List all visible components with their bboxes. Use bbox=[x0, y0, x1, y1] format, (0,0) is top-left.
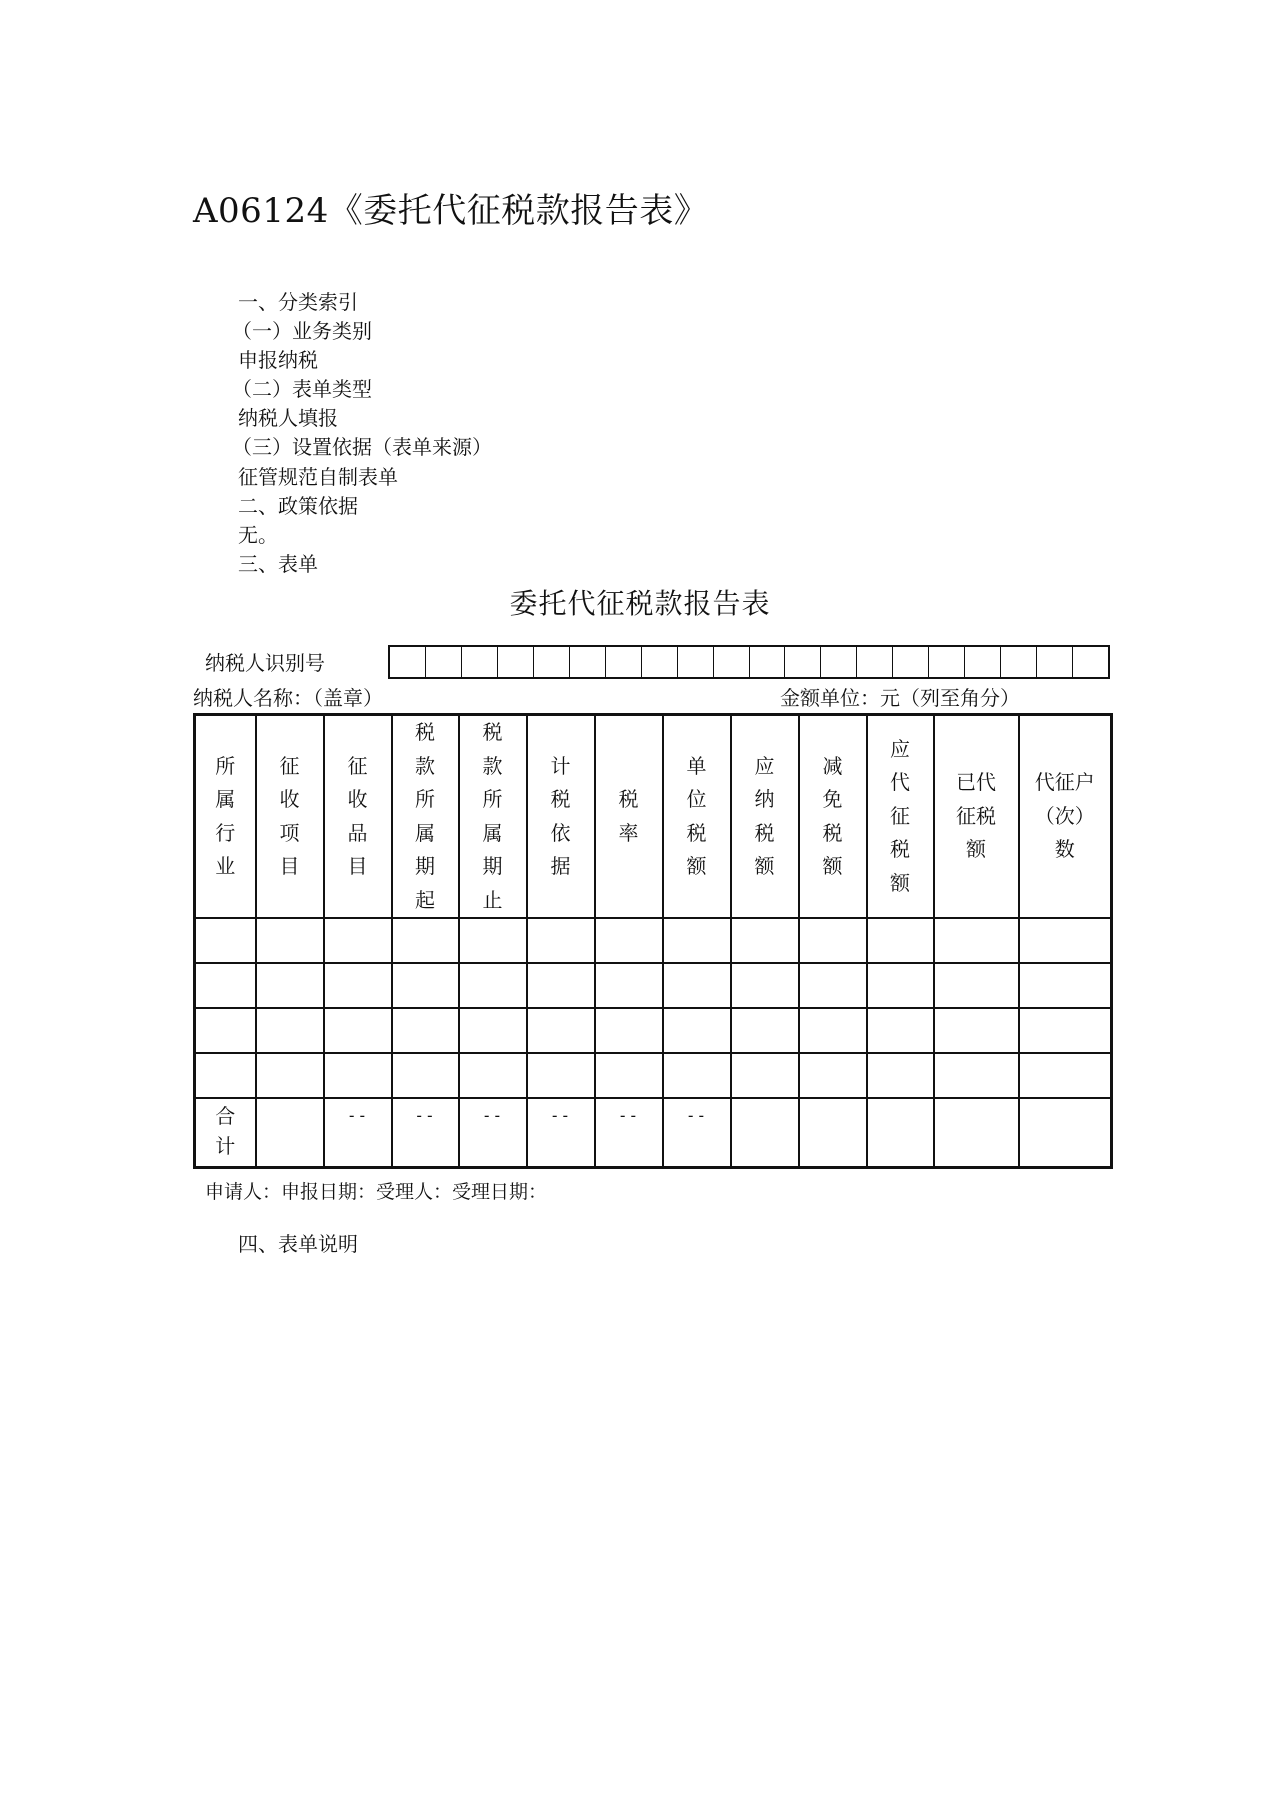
total-cell-tax-collected[interactable] bbox=[934, 1098, 1019, 1168]
column-header-tax-reduced bbox=[799, 715, 867, 919]
table-cell-period-end[interactable] bbox=[459, 963, 527, 1008]
taxpayer-id-digit-box[interactable] bbox=[1000, 647, 1036, 677]
table-cell-levy-subitem[interactable] bbox=[324, 963, 392, 1008]
table-cell-period-start[interactable] bbox=[392, 1008, 459, 1053]
total-cell-unit-tax: -- bbox=[663, 1098, 731, 1168]
column-header-tax-to-collect bbox=[867, 715, 934, 919]
table-header-row bbox=[195, 715, 1112, 919]
outline-heading-form: 三、表单 bbox=[238, 551, 318, 576]
column-header-label: 税款所属期起 bbox=[415, 720, 435, 912]
table-cell-tax-collected[interactable] bbox=[934, 1053, 1019, 1098]
column-header-label: 减免税额 bbox=[822, 753, 843, 878]
taxpayer-id-label: 纳税人识别号 bbox=[205, 651, 325, 675]
document-title: A06124《委托代征税款报告表》 bbox=[193, 191, 709, 231]
total-cell-period-start: -- bbox=[392, 1098, 459, 1168]
table-cell-levy-item[interactable] bbox=[256, 918, 324, 963]
outline-subheading-form-type: （二）表单类型 bbox=[232, 377, 372, 402]
table-cell-tax-reduced[interactable] bbox=[799, 963, 867, 1008]
table-cell-industry[interactable] bbox=[195, 1053, 256, 1098]
table-cell-tax-basis[interactable] bbox=[527, 963, 595, 1008]
table-cell-tax-reduced[interactable] bbox=[799, 1053, 867, 1098]
report-table bbox=[193, 713, 1113, 1169]
total-cell-tax-payable[interactable] bbox=[731, 1098, 799, 1168]
taxpayer-id-digit-box[interactable] bbox=[964, 647, 1000, 677]
total-cell-tax-rate: -- bbox=[595, 1098, 663, 1168]
column-header-label: 征收品目 bbox=[347, 753, 368, 878]
column-header-label: 应代征税额 bbox=[890, 736, 910, 895]
table-cell-tax-reduced[interactable] bbox=[799, 1008, 867, 1053]
table-cell-tax-to-collect[interactable] bbox=[867, 1053, 934, 1098]
table-cell-tax-to-collect[interactable] bbox=[867, 1008, 934, 1053]
classification-outline bbox=[232, 288, 492, 579]
column-header-industry bbox=[195, 715, 256, 919]
table-cell-tax-to-collect[interactable] bbox=[867, 963, 934, 1008]
table-cell-levy-subitem[interactable] bbox=[324, 918, 392, 963]
column-header-tax-collected bbox=[934, 715, 1019, 919]
total-row-label bbox=[195, 1098, 256, 1168]
column-header-unit-tax bbox=[663, 715, 731, 919]
taxpayer-id-digit-box[interactable] bbox=[820, 647, 856, 677]
table-cell-period-end[interactable] bbox=[459, 918, 527, 963]
table-cell-period-start[interactable] bbox=[392, 963, 459, 1008]
total-cell-tax-to-collect[interactable] bbox=[867, 1098, 934, 1168]
column-header-levy-item bbox=[256, 715, 324, 919]
column-header-households bbox=[1019, 715, 1112, 919]
taxpayer-id-digit-box[interactable] bbox=[390, 647, 425, 677]
taxpayer-id-digit-box[interactable] bbox=[425, 647, 461, 677]
taxpayer-id-digit-box[interactable] bbox=[749, 647, 785, 677]
table-cell-tax-rate[interactable] bbox=[595, 1053, 663, 1098]
taxpayer-name-label: 纳税人名称：（盖章） bbox=[193, 686, 383, 710]
table-cell-households[interactable] bbox=[1019, 918, 1112, 963]
total-cell-levy-subitem: -- bbox=[324, 1098, 392, 1168]
taxpayer-id-digit-box[interactable] bbox=[892, 647, 928, 677]
table-cell-industry[interactable] bbox=[195, 1008, 256, 1053]
taxpayer-id-digit-box[interactable] bbox=[605, 647, 641, 677]
column-header-label: 所属行业 bbox=[215, 753, 236, 878]
column-header-label: 单位税额 bbox=[686, 753, 707, 878]
table-cell-period-start[interactable] bbox=[392, 1053, 459, 1098]
outline-heading-policy-basis: 二、政策依据 bbox=[238, 493, 358, 518]
column-header-levy-subitem bbox=[324, 715, 392, 919]
table-cell-tax-collected[interactable] bbox=[934, 918, 1019, 963]
table-cell-unit-tax[interactable] bbox=[663, 1008, 731, 1053]
taxpayer-id-digit-box[interactable] bbox=[784, 647, 820, 677]
column-header-label: 已代征税额 bbox=[956, 770, 996, 862]
taxpayer-id-digit-box[interactable] bbox=[856, 647, 892, 677]
taxpayer-id-digit-box[interactable] bbox=[533, 647, 569, 677]
table-cell-households[interactable] bbox=[1019, 1053, 1112, 1098]
section-form-notes-heading: 四、表单说明 bbox=[238, 1232, 358, 1256]
table-row bbox=[195, 963, 1112, 1008]
form-title: 委托代征税款报告表 bbox=[509, 587, 771, 620]
taxpayer-id-digit-box[interactable] bbox=[461, 647, 497, 677]
taxpayer-id-digit-box[interactable] bbox=[928, 647, 964, 677]
table-cell-tax-reduced[interactable] bbox=[799, 918, 867, 963]
column-header-tax-payable bbox=[731, 715, 799, 919]
total-cell-tax-basis: -- bbox=[527, 1098, 595, 1168]
column-header-tax-basis bbox=[527, 715, 595, 919]
table-cell-period-end[interactable] bbox=[459, 1053, 527, 1098]
table-row bbox=[195, 1008, 1112, 1053]
table-cell-industry[interactable] bbox=[195, 918, 256, 963]
table-cell-levy-item[interactable] bbox=[256, 963, 324, 1008]
total-cell-period-end: -- bbox=[459, 1098, 527, 1168]
taxpayer-id-input-boxes[interactable] bbox=[388, 645, 1110, 679]
outline-value-policy-basis: 无。 bbox=[238, 522, 278, 547]
table-cell-period-end[interactable] bbox=[459, 1008, 527, 1053]
outline-value-form-type: 纳税人填报 bbox=[238, 406, 338, 431]
column-header-tax-rate bbox=[595, 715, 663, 919]
column-header-label: 税率 bbox=[618, 787, 639, 845]
column-header-period-end bbox=[459, 715, 527, 919]
table-cell-levy-subitem[interactable] bbox=[324, 1008, 392, 1053]
column-header-label: 征收项目 bbox=[279, 753, 300, 878]
total-label-text: 合计 bbox=[215, 1104, 236, 1158]
taxpayer-id-digit-box[interactable] bbox=[1036, 647, 1072, 677]
total-cell-tax-reduced[interactable] bbox=[799, 1098, 867, 1168]
table-cell-period-start[interactable] bbox=[392, 918, 459, 963]
table-row bbox=[195, 1053, 1112, 1098]
amount-unit-label: 金额单位：元（列至角分） bbox=[780, 686, 1020, 710]
table-cell-tax-basis[interactable] bbox=[527, 1053, 595, 1098]
table-cell-unit-tax[interactable] bbox=[663, 1053, 731, 1098]
table-row bbox=[195, 918, 1112, 963]
table-cell-tax-rate[interactable] bbox=[595, 963, 663, 1008]
table-cell-levy-item[interactable] bbox=[256, 1053, 324, 1098]
table-cell-tax-rate[interactable] bbox=[595, 1008, 663, 1053]
table-cell-tax-collected[interactable] bbox=[934, 963, 1019, 1008]
table-cell-tax-payable[interactable] bbox=[731, 918, 799, 963]
table-total-row bbox=[195, 1098, 1112, 1168]
taxpayer-id-digit-box[interactable] bbox=[713, 647, 749, 677]
taxpayer-id-digit-box[interactable] bbox=[569, 647, 605, 677]
table-cell-tax-basis[interactable] bbox=[527, 918, 595, 963]
table-cell-tax-payable[interactable] bbox=[731, 1008, 799, 1053]
outline-value-basis: 征管规范自制表单 bbox=[238, 464, 398, 489]
total-cell-levy-item[interactable] bbox=[256, 1098, 324, 1168]
column-header-label: 税款所属期止 bbox=[482, 720, 503, 912]
table-cell-households[interactable] bbox=[1019, 963, 1112, 1008]
table-cell-levy-item[interactable] bbox=[256, 1008, 324, 1053]
column-header-period-start bbox=[392, 715, 459, 919]
outline-value-business-category: 申报纳税 bbox=[238, 348, 318, 373]
taxpayer-id-digit-box[interactable] bbox=[497, 647, 533, 677]
table-cell-tax-collected[interactable] bbox=[934, 1008, 1019, 1053]
table-cell-tax-rate[interactable] bbox=[595, 918, 663, 963]
column-header-label: 代征户（次）数 bbox=[1034, 770, 1095, 862]
table-cell-tax-basis[interactable] bbox=[527, 1008, 595, 1053]
taxpayer-id-digit-box[interactable] bbox=[1072, 647, 1108, 677]
table-cell-tax-payable[interactable] bbox=[731, 1053, 799, 1098]
signature-line: 申请人：申报日期：受理人：受理日期： bbox=[205, 1181, 548, 1203]
table-cell-industry[interactable] bbox=[195, 963, 256, 1008]
outline-heading-classification-index: 一、分类索引 bbox=[238, 290, 358, 314]
table-cell-households[interactable] bbox=[1019, 1008, 1112, 1053]
table-cell-unit-tax[interactable] bbox=[663, 918, 731, 963]
taxpayer-id-digit-box[interactable] bbox=[677, 647, 713, 677]
column-header-label: 计税依据 bbox=[550, 753, 571, 878]
outline-subheading-business-category: （一）业务类别 bbox=[232, 319, 372, 344]
table-cell-tax-to-collect[interactable] bbox=[867, 918, 934, 963]
column-header-label: 应纳税额 bbox=[754, 753, 775, 878]
table-cell-levy-subitem[interactable] bbox=[324, 1053, 392, 1098]
table-cell-tax-payable[interactable] bbox=[731, 963, 799, 1008]
taxpayer-id-digit-box[interactable] bbox=[641, 647, 677, 677]
outline-subheading-basis: （三）设置依据（表单来源） bbox=[232, 435, 492, 460]
total-cell-households[interactable] bbox=[1019, 1098, 1112, 1168]
table-cell-unit-tax[interactable] bbox=[663, 963, 731, 1008]
